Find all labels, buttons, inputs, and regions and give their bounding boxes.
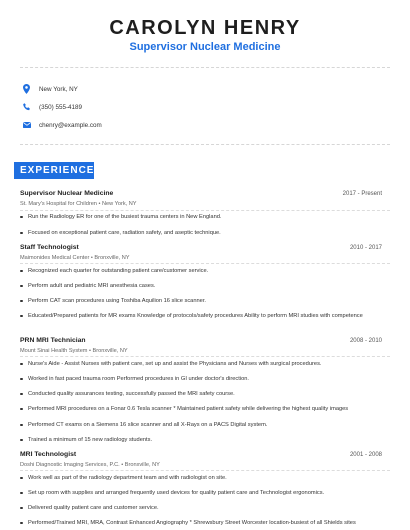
list-item: Performed CT exams on a Siemens 16 slice scanner and all X-Rays on a PACS Digital system. [20,421,365,430]
list-item: Focused on exceptional patient care, radiation safety, and aseptic technique. [20,229,365,238]
divider [20,144,390,145]
bullet-dot [20,393,23,396]
job-title: Supervisor Nuclear Medicine [20,190,114,197]
phone-text: (350) 555-4189 [39,103,83,111]
contact-location [22,82,78,96]
location-text: New York, NY [39,85,78,93]
bullet-dot [20,232,23,235]
section-heading-experience: EXPERIENCE [14,162,94,179]
bullet-dot [20,492,23,495]
bullet-dot [20,300,23,303]
divider [20,210,390,211]
bullet-dot [20,270,23,273]
divider [20,470,390,471]
list-item: Delivered quality patient care and customer service. [20,504,365,513]
list-item: Set up room with supplies and arranged frequently used devices for quality patient care and Technologist ergonomics. [20,489,365,498]
bullet-dot [20,285,23,288]
candidate-name: CAROLYN HENRY [109,17,301,39]
list-item: Recognized each quarter for outstanding patient care/customer service. [20,267,365,276]
bullet-dot [20,378,23,381]
candidate-title: Supervisor Nuclear Medicine [129,41,281,53]
job-dates: 2008 - 2010 [349,338,382,344]
bullet-dot [20,315,23,318]
bullet-dot [20,522,23,525]
job-title: Staff Technologist [20,244,79,251]
list-item: Run the Radiology ER for one of the busiest trauma centers in New England. [20,213,365,222]
bullet-dot [20,424,23,427]
phone-icon [22,102,31,113]
list-item: Nurse's Aide - Assist Nurses with patient care, set up and assist the Physicians and Nurses with surgical procedures. [20,360,365,369]
bullet-dot [20,408,23,411]
envelope-icon [22,120,31,131]
job-organization: Mount Sinai Health System • Bronxville, NY [20,348,128,354]
list-item: Conducted quality assurances testing, successfully passed the MRI safety course. [20,390,365,399]
job-dates: 2017 - Present [342,191,382,197]
location-pin-icon [22,84,31,95]
email-text[interactable]: chenry@example.com [39,121,102,129]
contact-email [22,118,102,132]
list-item: Performed MRI procedures on a Fonar 0.6 Tesla scanner * Maintained patient safety while delivering the highest quality images [20,405,365,414]
job-organization: Maimonides Medical Center • Bronxville, NY [20,255,130,261]
list-item: Worked in fast paced trauma room Performed procedures in GI under doctor's direction. [20,375,365,384]
divider [20,263,390,264]
list-item: Work well as part of the radiology department team and with radiologist on site. [20,474,365,483]
job-dates: 2001 - 2008 [349,452,382,458]
list-item: Educated/Prepared patients for MR exams Knowledge of protocols/safety procedures Ability to perform MRI studies with competence [20,312,365,321]
divider [20,356,390,357]
bullet-dot [20,477,23,480]
job-title: MRI Technologist [20,451,77,458]
divider [20,67,390,68]
list-item: Trained a minimum of 15 new radiology students. [20,436,365,445]
job-organization: St. Mary's Hospital for Children • New York, NY [20,201,137,207]
list-item: Perform adult and pediatric MRI anesthesia cases. [20,282,365,291]
bullet-dot [20,363,23,366]
contact-phone [22,100,82,114]
list-item: Performed/Trained MRI, MRA, Contrast Enhanced Angiography * Shrewsbury Street Worcester location-busiest of all Shields sites [20,519,365,528]
job-organization: Doshi Diagnostic Imaging Services, P.C. • Bronxville, NY [20,462,160,468]
bullet-dot [20,439,23,442]
job-dates: 2010 - 2017 [349,245,382,251]
bullet-dot [20,507,23,510]
job-title: PRN MRI Technician [20,337,86,344]
list-item: Perform CAT scan procedures using Toshiba Aquilion 16 slice scanner. [20,297,365,306]
bullet-dot [20,216,23,219]
